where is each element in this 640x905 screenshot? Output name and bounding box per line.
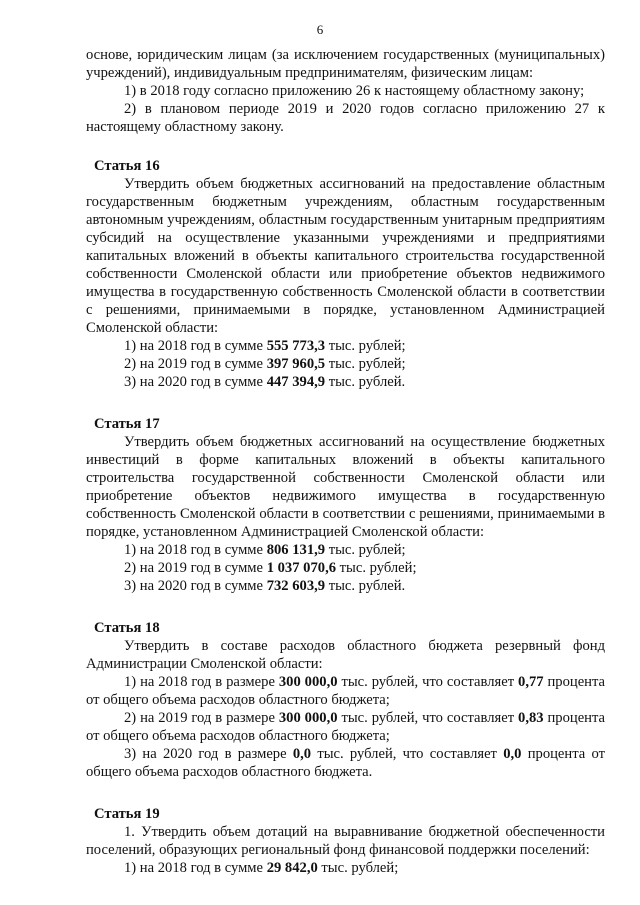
article-17-item-2: 2) на 2019 год в сумме 1 037 070,6 тыс. рублей; xyxy=(124,560,417,576)
amount: 29 842,0 xyxy=(266,860,318,876)
amount: 300 000,0 xyxy=(278,710,338,726)
amount: 1 037 070,6 xyxy=(266,560,337,576)
intro-item-2: 2) в плановом периоде 2019 и 2020 годов согласно приложению 27 к настоящему областному закону. xyxy=(86,101,605,135)
page-number: 6 xyxy=(316,22,324,37)
article-18-title: Статья 18 xyxy=(94,620,160,636)
article-16-item-1: 1) на 2018 год в сумме 555 773,3 тыс. рублей; xyxy=(124,338,406,354)
amount: 732 603,9 xyxy=(266,578,326,594)
amount: 397 960,5 xyxy=(266,356,326,372)
intro-item-1: 1) в 2018 году согласно приложению 26 к настоящему областному закону; xyxy=(124,83,585,99)
article-19-body: 1. Утвердить объем дотаций на выравнивание бюджетной обеспеченности поселений, образующих региональный фонд финансовой поддержки поселений: xyxy=(86,824,605,858)
percent: 0,83 xyxy=(518,710,544,726)
document-body xyxy=(86,46,605,877)
article-16-item-3: 3) на 2020 год в сумме 447 394,9 тыс. рублей. xyxy=(124,374,406,390)
article-17-body: Утвердить объем бюджетных ассигнований на осуществление бюджетных инвестиций в форме капитальных вложений в объекты капитального строительства государственной собственности Смоленской области или приобретение объектов недвижимого имущества в государственную собственность Смоленской области в соответствии с решениями, принимаемыми в порядке, установленном Администрацией Смоленской области: xyxy=(86,434,605,540)
percent: 0,0 xyxy=(503,746,522,762)
article-17-item-1: 1) на 2018 год в сумме 806 131,9 тыс. рублей; xyxy=(124,542,406,558)
intro-paragraph: основе, юридическим лицам (за исключением государственных (муниципальных) учреждений), индивидуальным предпринимателям, физическим лицам: xyxy=(86,47,605,81)
amount: 447 394,9 xyxy=(266,374,326,390)
amount: 300 000,0 xyxy=(278,674,338,690)
article-18-body: Утвердить в составе расходов областного бюджета резервный фонд Администрации Смоленской области: xyxy=(86,638,605,672)
amount: 806 131,9 xyxy=(266,542,326,558)
article-19-title: Статья 19 xyxy=(94,806,160,822)
article-16-item-2: 2) на 2019 год в сумме 397 960,5 тыс. рублей; xyxy=(124,356,406,372)
article-17-title: Статья 17 xyxy=(94,416,160,432)
percent: 0,77 xyxy=(518,674,544,690)
article-18-item-3: 3) на 2020 год в размере 0,0 тыс. рублей, что составляет 0,0 процента от общего объема расходов областного бюджета. xyxy=(86,746,605,780)
article-18-item-1: 1) на 2018 год в размере 300 000,0 тыс. рублей, что составляет 0,77 процента от общего объема расходов областного бюджета; xyxy=(86,674,606,708)
article-17-item-3: 3) на 2020 год в сумме 732 603,9 тыс. рублей. xyxy=(124,578,406,594)
amount: 555 773,3 xyxy=(266,338,326,354)
article-16-title: Статья 16 xyxy=(94,158,160,174)
article-16-body: Утвердить объем бюджетных ассигнований на предоставление областным государственным бюджетным учреждениям, областным государственным автономным учреждениям, областным государственным унитарным предприятиям субсидий на осуществление указанными учреждениями и предприятиями капитальных вложений в объекты капитального строительства государственной собственности Смоленской области или приобретение объектов недвижимого имущества в государственную собственность Смоленской области в соответствии с решениями, принимаемыми в порядке, установленном Администрацией Смоленской области: xyxy=(86,176,605,336)
amount: 0,0 xyxy=(292,746,312,762)
article-18-item-2: 2) на 2019 год в размере 300 000,0 тыс. рублей, что составляет 0,83 процента от общего объема расходов областного бюджета; xyxy=(86,710,606,744)
article-19-item-1: 1) на 2018 год в сумме 29 842,0 тыс. рублей; xyxy=(124,860,399,876)
